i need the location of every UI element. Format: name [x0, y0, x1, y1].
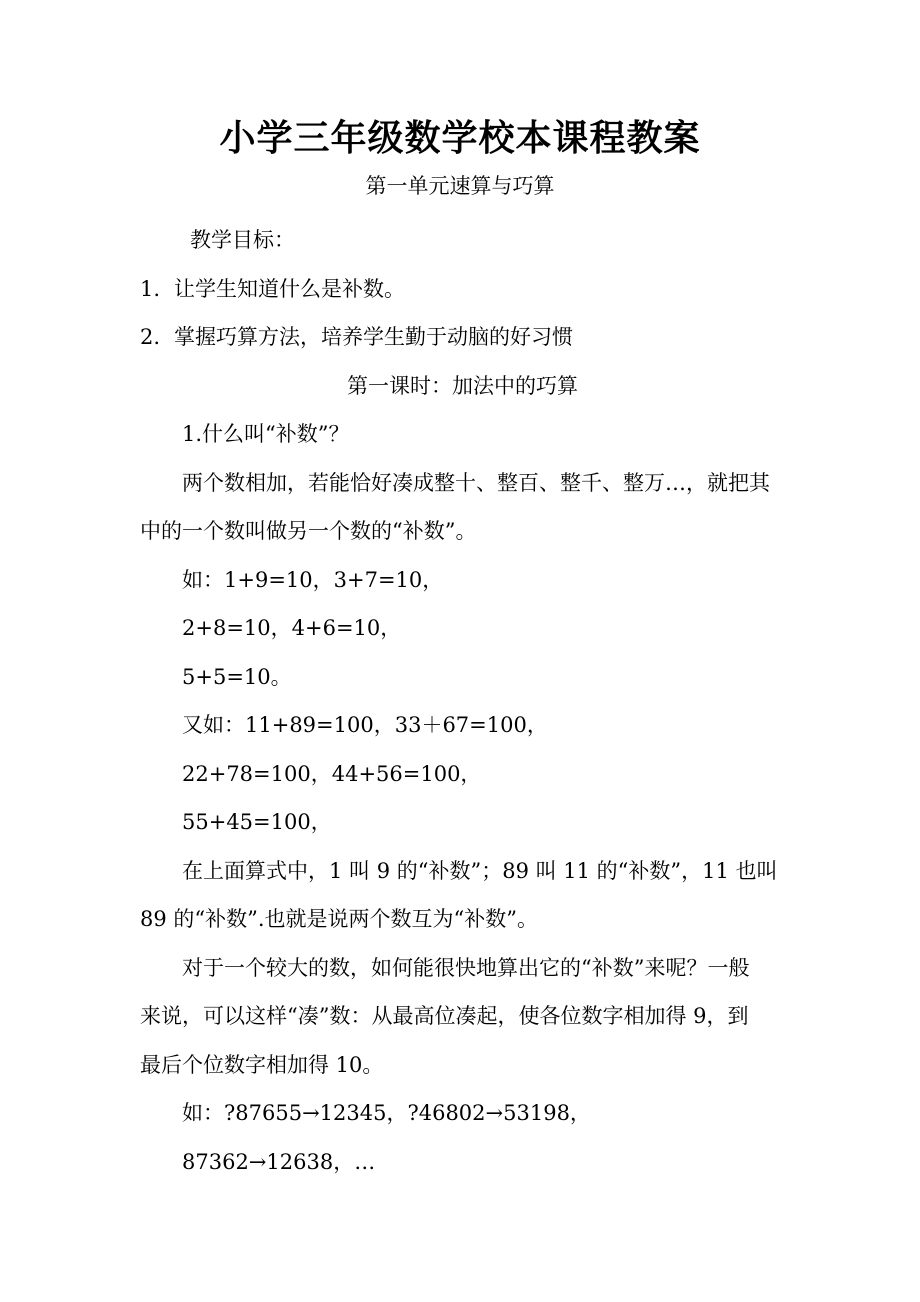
unit-subtitle: 第一单元速算与巧算: [365, 174, 555, 198]
objective-text: 让学生知道什么是补数。: [174, 276, 405, 301]
objective-item: [140, 313, 785, 362]
objective-text: 掌握巧算方法，培养学生勤于动脑的好习惯: [174, 325, 573, 349]
example-line: 87362→12638，…: [182, 1149, 376, 1174]
objective-number: 2.: [140, 325, 161, 349]
example-line: 2+8=10，4+6=10，: [182, 616, 402, 640]
lesson-title: 第一课时：加法中的巧算: [347, 373, 578, 398]
definition-paragraph: 两个数相加，若能恰好凑成整十、整百、整千、整万…，就把其: [182, 470, 770, 495]
example-line: 如：?87655→12345，?46802→53198，: [182, 1101, 591, 1125]
objectives-heading: 教学目标：: [190, 228, 295, 252]
example-line: 如：1+9=10，3+7=10，: [182, 567, 444, 592]
example-line: 又如：11+89=100，33＋67=100，: [182, 713, 548, 737]
objective-item: [140, 265, 785, 314]
method-paragraph-cont: 最后个位数字相加得 10。: [140, 1052, 384, 1077]
document-body: [140, 216, 785, 1186]
objective-number: 1.: [140, 276, 161, 301]
example-line: 55+45=100，: [182, 810, 332, 834]
example-line: 5+5=10。: [182, 664, 292, 689]
explanation-paragraph-cont: 89 的“补数”.也就是说两个数互为“补数”。: [140, 907, 539, 931]
question-heading: 1.什么叫“补数”？: [182, 422, 350, 446]
example-line: 22+78=100，44+56=100，: [182, 761, 482, 786]
document-title: 小学三年级数学校本课程教案: [219, 117, 701, 159]
method-paragraph-cont: 来说，可以这样“凑”数：从最高位凑起，使各位数字相加得 9，到: [140, 1004, 749, 1028]
method-paragraph: 对于一个较大的数，如何能很快地算出它的“补数”来呢？一般: [182, 955, 750, 980]
explanation-paragraph: 在上面算式中，1 叫 9 的“补数”；89 叫 11 的“补数”，11 也叫: [182, 858, 778, 883]
definition-paragraph-cont: 中的一个数叫做另一个数的“补数”。: [140, 519, 477, 543]
